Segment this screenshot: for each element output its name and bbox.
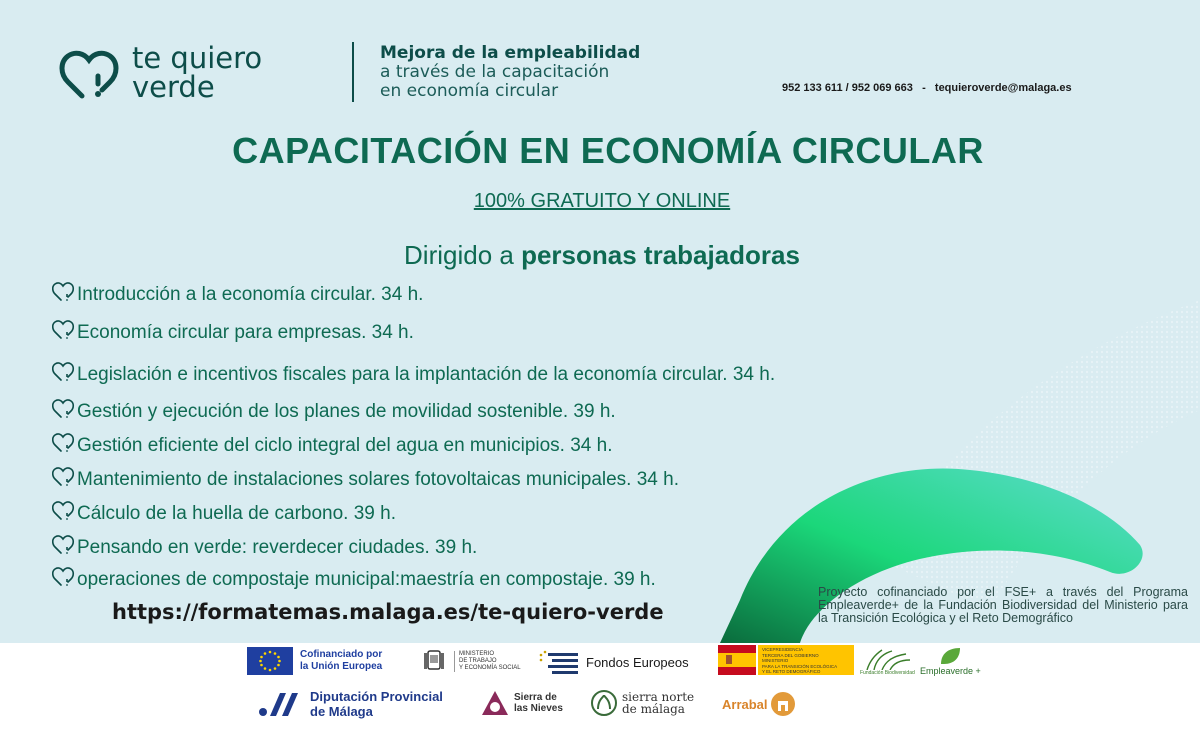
ministerio-line-3: Y ECONOMÍA SOCIAL [459,664,521,671]
sierra-norte-icon [590,689,618,717]
list-item [52,283,423,307]
fondos-label: Fondos Europeos [586,654,689,670]
heart-bullet-icon [52,466,76,488]
gobierno-line-5: Y EL RETO DEMOGRÁFICO [762,669,821,674]
sierra-nieves-line-2: las Nieves [514,703,563,714]
course-label: Introducción a la economía circular. 34 h. [77,284,424,305]
sierra-nieves-line-1: Sierra de [514,692,557,703]
diputacion-icon [258,691,304,717]
diputacion-line-2: de Málaga [310,704,373,719]
audience-target: personas trabajadoras [521,240,800,270]
eu-logo [247,647,382,675]
fondos-europeos-logo [538,649,689,675]
heart-bullet-icon [52,361,76,383]
tagline-line-3: en economía circular [380,81,559,101]
list-item [52,568,656,592]
sierra-norte-line-1: sierra norte [622,690,695,704]
empleaverde-logo [920,646,981,676]
list-item [52,468,679,492]
diputacion-logo [258,689,443,719]
course-label: Legislación e incentivos fiscales para la implantación de la economía circular. 34 h. [77,364,776,385]
ministerio-line-1: MINISTERIO [459,650,495,657]
list-item [52,363,775,387]
course-label: Pensando en verde: reverdecer ciudades. 39 h. [77,537,478,558]
gobierno-logo [718,645,854,675]
heart-bullet-icon [52,281,76,303]
course-label: Gestión eficiente del ciclo integral del agua en municipios. 34 h. [77,435,613,456]
course-label: Gestión y ejecución de los planes de movilidad sostenible. 39 h. [77,401,616,422]
audience-prefix: Dirigido a [404,240,522,270]
diputacion-line-1: Diputación Provincial [310,689,443,704]
fondos-europeos-icon [538,649,580,675]
list-item [52,536,477,560]
tagline-line-2: a través de la capacitación [380,62,610,82]
list-item [52,434,613,458]
heart-bullet-icon [52,432,76,454]
eu-line-1: Cofinanciado por [300,649,383,660]
sierra-norte-line-2: de málaga [622,702,685,716]
coat-of-arms-icon [420,647,448,675]
list-item [52,321,414,345]
leaf-icon [938,646,962,666]
brand-line-2: verde [132,70,215,104]
sierra-nieves-logo [480,689,563,717]
arrabal-icon [770,691,796,717]
course-label: operaciones de compostaje municipal:maestría en compostaje. 39 h. [77,569,656,590]
spain-flag-icon [718,645,756,675]
arrabal-label: Arrabal [722,696,768,712]
course-label: Mantenimiento de instalaciones solares fotovoltaicas municipales. 34 h. [77,469,679,490]
ministerio-line-2: DE TRABAJO [459,657,497,664]
contact-info: 952 133 611 / 952 069 663 - tequieroverde@malaga.es [782,82,1072,94]
sierra-norte-logo [590,689,694,717]
eu-line-2: la Unión Europea [300,661,383,672]
program-link[interactable]: https://formatemas.malaga.es/te-quiero-verde [112,600,664,624]
grass-icon [862,646,912,670]
course-label: Cálculo de la huella de carbono. 39 h. [77,503,397,524]
heart-bullet-icon [52,398,76,420]
heart-bullet-icon [52,500,76,522]
gobierno-line-1: VICEPRESIDENCIA [762,647,804,652]
list-item [52,502,396,526]
te-quiero-verde-logo [58,42,262,104]
subtitle: 100% GRATUITO Y ONLINE [473,190,731,212]
gobierno-line-2: TERCERA DEL GOBIERNO [762,652,819,658]
page-title: CAPACITACIÓN EN ECONOMÍA CIRCULAR [232,130,984,171]
gobierno-line-4: PARA LA TRANSICIÓN ECOLÓGICA [762,663,838,669]
gobierno-line-3: MINISTERIO [762,658,789,663]
tagline-line-1: Mejora de la empleabilidad [380,43,641,63]
heart-icon [58,42,120,104]
brand-line-1: te quiero [132,41,263,75]
audience-line [0,240,1200,271]
tagline [380,43,640,101]
header-divider [352,42,354,102]
course-label: Economía circular para empresas. 34 h. [77,322,414,343]
arrabal-logo [722,691,796,717]
fundacion-label: Fundación Biodiversidad [860,670,915,676]
heart-bullet-icon [52,534,76,556]
heart-bullet-icon [52,319,76,341]
ministerio-trabajo-logo [420,647,521,675]
eu-flag-icon [247,647,293,675]
fundacion-biodiversidad-logo [860,646,915,676]
brand-name [132,41,263,104]
project-note: Proyecto cofinanciado por el FSE+ a través del Programa Empleaverde+ de la Fundación Biodiversidad del Ministerio para la Transición Ecológica y el Reto Demográfico [818,585,1188,625]
sponsor-logos-bar [0,643,1200,750]
heart-bullet-icon [52,566,76,588]
list-item [52,400,616,424]
empleaverde-label: Empleaverde + [920,666,981,676]
mountain-icon [480,689,510,717]
